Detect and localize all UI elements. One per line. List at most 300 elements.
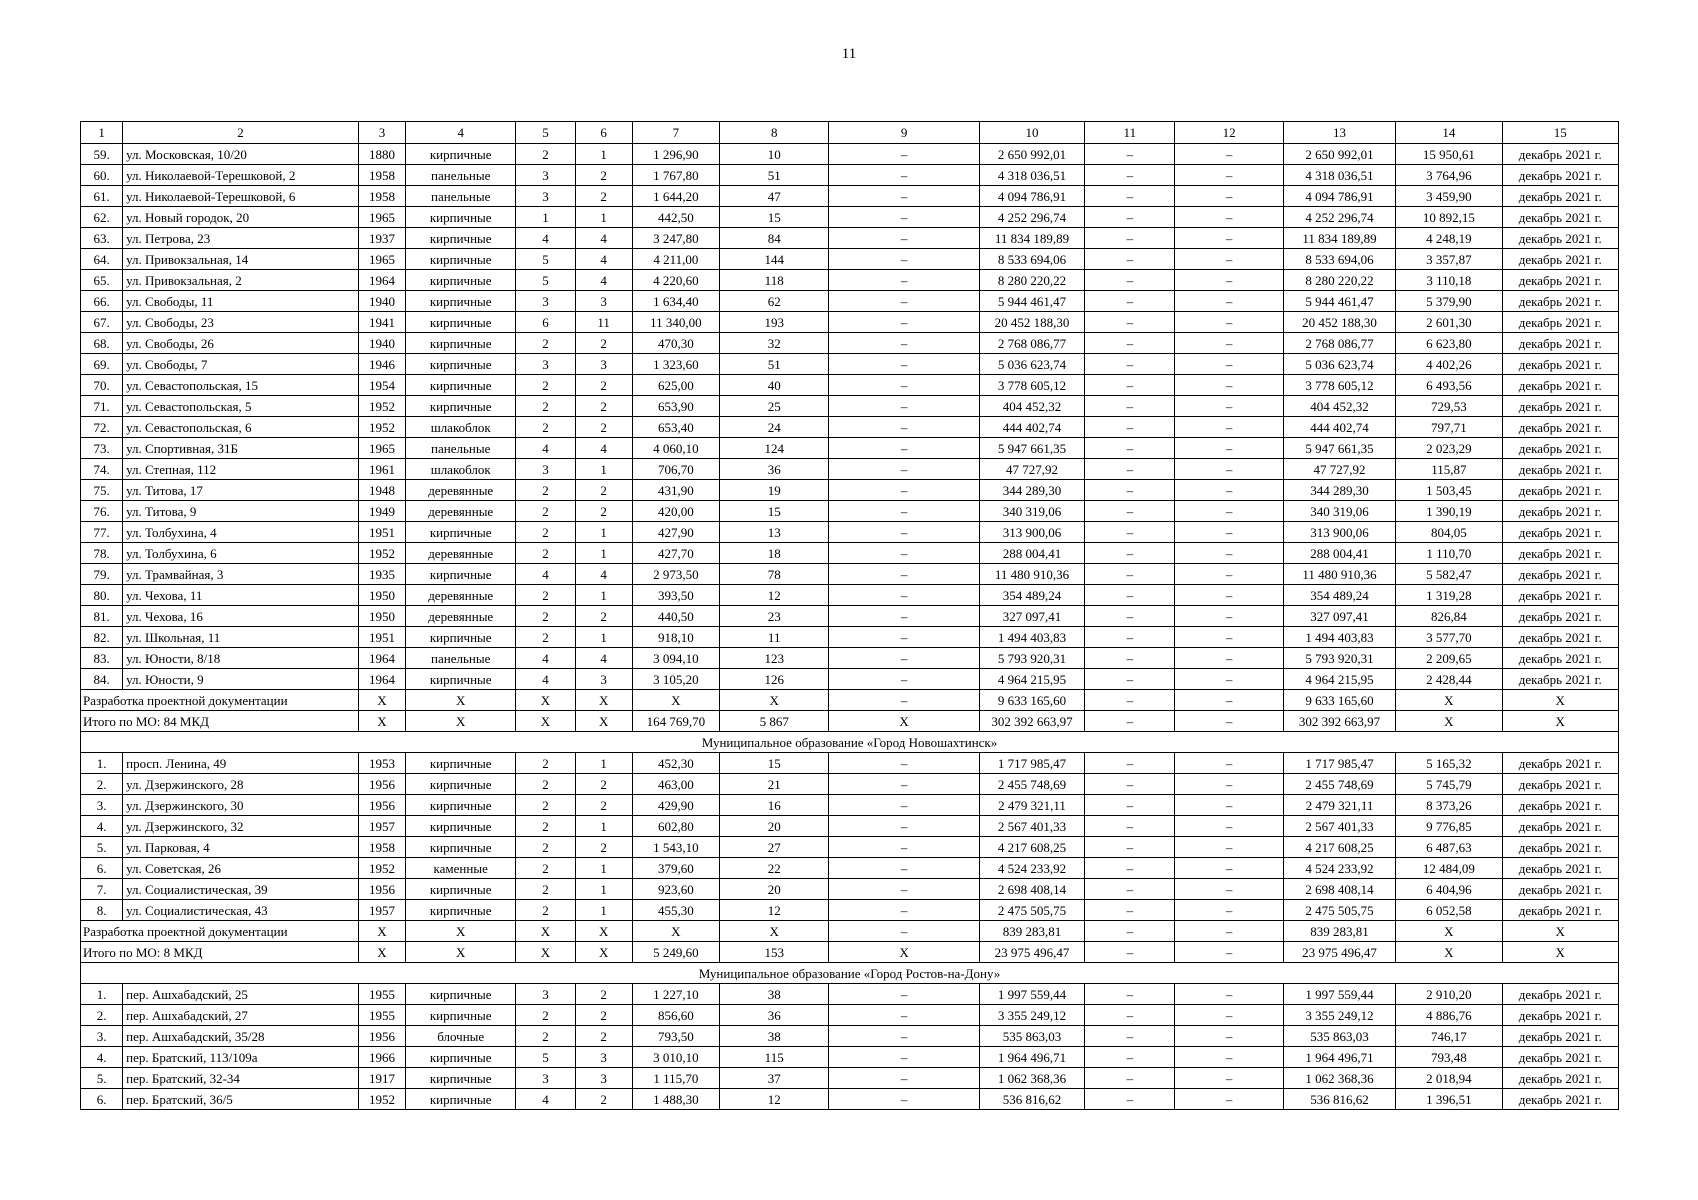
address-cell: ул. Советская, 26	[123, 858, 359, 879]
table-cell: 3 094,10	[632, 648, 719, 669]
table-cell: декабрь 2021 г.	[1502, 774, 1619, 795]
table-cell: 79.	[81, 564, 123, 585]
table-cell: 2 475 505,75	[979, 900, 1084, 921]
table-cell: декабрь 2021 г.	[1502, 354, 1619, 375]
table-cell: 63.	[81, 228, 123, 249]
table-cell: 1966	[358, 1047, 405, 1068]
table-cell: 1 323,60	[632, 354, 719, 375]
table-row	[81, 333, 1619, 354]
table-cell: Х	[406, 690, 516, 711]
table-cell: 340 319,06	[1283, 501, 1395, 522]
table-row	[81, 1005, 1619, 1026]
table-cell: 2	[516, 522, 575, 543]
address-cell: ул. Дзержинского, 30	[123, 795, 359, 816]
table-cell: 1.	[81, 753, 123, 774]
table-row	[81, 585, 1619, 606]
table-cell: 2	[575, 480, 632, 501]
page-number: 11	[841, 46, 857, 62]
table-cell: 440,50	[632, 606, 719, 627]
table-cell: 1 396,51	[1396, 1089, 1502, 1110]
table-cell: 1	[575, 900, 632, 921]
table-cell: –	[829, 375, 979, 396]
table-cell: 1951	[358, 627, 405, 648]
table-cell: декабрь 2021 г.	[1502, 312, 1619, 333]
table-cell: каменные	[406, 858, 516, 879]
address-cell: ул. Николаевой-Терешковой, 6	[123, 186, 359, 207]
table-cell: 1949	[358, 501, 405, 522]
table-cell: кирпичные	[406, 879, 516, 900]
table-cell: –	[1175, 438, 1283, 459]
column-number-header-row	[81, 122, 1619, 144]
table-cell: –	[1175, 228, 1283, 249]
address-cell: ул. Спортивная, 31Б	[123, 438, 359, 459]
table-cell: Х	[1396, 942, 1502, 963]
table-cell: 2	[516, 900, 575, 921]
table-cell: –	[829, 837, 979, 858]
table-cell: кирпичные	[406, 207, 516, 228]
address-cell: ул. Дзержинского, 32	[123, 816, 359, 837]
table-cell: 2 023,29	[1396, 438, 1502, 459]
table-cell: –	[1175, 837, 1283, 858]
table-cell: 6 404,96	[1396, 879, 1502, 900]
table-cell: –	[1175, 312, 1283, 333]
table-cell: 1950	[358, 606, 405, 627]
table-cell: 3	[575, 1047, 632, 1068]
table-cell: 302 392 663,97	[1283, 711, 1395, 732]
table-cell: –	[829, 669, 979, 690]
address-cell: ул. Николаевой-Терешковой, 2	[123, 165, 359, 186]
table-cell: 1965	[358, 438, 405, 459]
table-cell: –	[1175, 900, 1283, 921]
table-row	[81, 837, 1619, 858]
table-cell: 5 947 661,35	[1283, 438, 1395, 459]
table-cell: –	[829, 1089, 979, 1110]
table-cell: –	[1085, 543, 1175, 564]
table-cell: кирпичные	[406, 627, 516, 648]
table-cell: 1 964 496,71	[1283, 1047, 1395, 1068]
table-cell: кирпичные	[406, 1005, 516, 1026]
address-cell: ул. Юности, 9	[123, 669, 359, 690]
table-cell: –	[829, 1026, 979, 1047]
table-cell: –	[1085, 165, 1175, 186]
table-cell: 1 503,45	[1396, 480, 1502, 501]
table-cell: 4.	[81, 1047, 123, 1068]
table-cell: –	[829, 354, 979, 375]
table-cell: декабрь 2021 г.	[1502, 396, 1619, 417]
table-cell: –	[1175, 207, 1283, 228]
table-cell: 144	[720, 249, 829, 270]
table-cell: 5 867	[720, 711, 829, 732]
table-cell: 2 650 992,01	[1283, 144, 1395, 165]
table-cell: 1950	[358, 585, 405, 606]
table-cell: –	[829, 480, 979, 501]
table-cell: 1952	[358, 417, 405, 438]
table-cell: кирпичные	[406, 1068, 516, 1089]
table-cell: –	[1175, 270, 1283, 291]
table-cell: 1957	[358, 900, 405, 921]
column-number-cell: 14	[1396, 122, 1502, 144]
table-cell: 6	[516, 312, 575, 333]
table-cell: 1941	[358, 312, 405, 333]
table-row	[81, 984, 1619, 1005]
table-cell: 344 289,30	[979, 480, 1084, 501]
table-cell: 4 252 296,74	[979, 207, 1084, 228]
table-cell: 40	[720, 375, 829, 396]
table-cell: 4 211,00	[632, 249, 719, 270]
table-cell: 1	[575, 753, 632, 774]
address-cell: ул. Школьная, 11	[123, 627, 359, 648]
table-cell: декабрь 2021 г.	[1502, 837, 1619, 858]
table-cell: 3 577,70	[1396, 627, 1502, 648]
table-cell: 427,70	[632, 543, 719, 564]
table-cell: 21	[720, 774, 829, 795]
table-cell: –	[829, 312, 979, 333]
table-cell: 2	[575, 165, 632, 186]
table-cell: 61.	[81, 186, 123, 207]
table-cell: 3	[516, 984, 575, 1005]
table-cell: 153	[720, 942, 829, 963]
table-cell: декабрь 2021 г.	[1502, 165, 1619, 186]
table-row	[81, 627, 1619, 648]
table-cell: декабрь 2021 г.	[1502, 375, 1619, 396]
address-cell: просп. Ленина, 49	[123, 753, 359, 774]
column-number-cell: 4	[406, 122, 516, 144]
table-cell: 1952	[358, 1089, 405, 1110]
table-cell: –	[1175, 564, 1283, 585]
table-cell: 60.	[81, 165, 123, 186]
address-cell: ул. Степная, 112	[123, 459, 359, 480]
table-cell: 2 567 401,33	[1283, 816, 1395, 837]
table-cell: 2 209,65	[1396, 648, 1502, 669]
table-cell: 23	[720, 606, 829, 627]
table-cell: –	[829, 816, 979, 837]
table-cell: 1917	[358, 1068, 405, 1089]
table-cell: шлакоблок	[406, 417, 516, 438]
table-cell: –	[1175, 396, 1283, 417]
table-cell: –	[1085, 795, 1175, 816]
table-cell: 4 964 215,95	[979, 669, 1084, 690]
table-cell: 5	[516, 1047, 575, 1068]
table-cell: 5 944 461,47	[1283, 291, 1395, 312]
table-cell: 1952	[358, 858, 405, 879]
table-row	[81, 417, 1619, 438]
table-cell: декабрь 2021 г.	[1502, 984, 1619, 1005]
table-cell: –	[1085, 333, 1175, 354]
table-cell: 3	[575, 1068, 632, 1089]
table-cell: –	[1085, 270, 1175, 291]
table-cell: 3 778 605,12	[1283, 375, 1395, 396]
table-cell: 6.	[81, 858, 123, 879]
table-cell: 2 650 992,01	[979, 144, 1084, 165]
column-number-cell: 8	[720, 122, 829, 144]
table-cell: 4	[575, 228, 632, 249]
table-cell: 27	[720, 837, 829, 858]
table-cell: шлакоблок	[406, 459, 516, 480]
table-cell: 9 776,85	[1396, 816, 1502, 837]
address-cell: пер. Братский, 32-34	[123, 1068, 359, 1089]
table-cell: 8.	[81, 900, 123, 921]
table-row	[81, 522, 1619, 543]
table-cell: 4 318 036,51	[979, 165, 1084, 186]
table-cell: Х	[406, 921, 516, 942]
table-cell: –	[1175, 984, 1283, 1005]
table-cell: –	[829, 165, 979, 186]
table-row	[81, 501, 1619, 522]
table-row	[81, 144, 1619, 165]
table-cell: 3.	[81, 795, 123, 816]
table-cell: 288 004,41	[979, 543, 1084, 564]
column-number-cell: 5	[516, 122, 575, 144]
table-cell: –	[829, 921, 979, 942]
table-cell: 6 623,80	[1396, 333, 1502, 354]
table-cell: 15	[720, 207, 829, 228]
table-cell: кирпичные	[406, 795, 516, 816]
table-cell: 47	[720, 186, 829, 207]
table-cell: 1 390,19	[1396, 501, 1502, 522]
table-cell: 64.	[81, 249, 123, 270]
column-number-cell: 6	[575, 122, 632, 144]
table-cell: 80.	[81, 585, 123, 606]
table-cell: 5 745,79	[1396, 774, 1502, 795]
table-cell: 288 004,41	[1283, 543, 1395, 564]
table-cell: 5.	[81, 837, 123, 858]
table-cell: 4 217 608,25	[979, 837, 1084, 858]
table-cell: Х	[575, 942, 632, 963]
table-cell: 8 533 694,06	[1283, 249, 1395, 270]
table-cell: 4	[516, 648, 575, 669]
table-cell: 3	[516, 291, 575, 312]
table-cell: 12	[720, 585, 829, 606]
table-cell: Х	[575, 711, 632, 732]
table-cell: 804,05	[1396, 522, 1502, 543]
table-body	[81, 122, 1619, 1110]
column-number-cell: 13	[1283, 122, 1395, 144]
table-cell: кирпичные	[406, 354, 516, 375]
table-cell: 1	[575, 858, 632, 879]
address-cell: ул. Толбухина, 6	[123, 543, 359, 564]
table-cell: 76.	[81, 501, 123, 522]
table-cell: 6 493,56	[1396, 375, 1502, 396]
table-cell: 1935	[358, 564, 405, 585]
table-cell: 2 018,94	[1396, 1068, 1502, 1089]
table-cell: –	[1175, 1068, 1283, 1089]
table-cell: 2	[516, 606, 575, 627]
table-cell: 1.	[81, 984, 123, 1005]
summary-label: Итого по МО: 84 МКД	[81, 711, 359, 732]
table-cell: 3	[575, 354, 632, 375]
table-cell: 2	[575, 606, 632, 627]
table-cell: Х	[358, 711, 405, 732]
table-cell: 71.	[81, 396, 123, 417]
table-cell: 38	[720, 1026, 829, 1047]
table-cell: кирпичные	[406, 564, 516, 585]
table-cell: –	[1085, 837, 1175, 858]
table-row	[81, 228, 1619, 249]
table-cell: 1 717 985,47	[1283, 753, 1395, 774]
table-cell: 126	[720, 669, 829, 690]
table-cell: 1	[575, 522, 632, 543]
table-cell: –	[1085, 711, 1175, 732]
table-cell: –	[1085, 606, 1175, 627]
table-cell: 20 452 188,30	[979, 312, 1084, 333]
table-cell: 3 764,96	[1396, 165, 1502, 186]
table-cell: 1940	[358, 291, 405, 312]
table-cell: 2	[575, 837, 632, 858]
table-cell: 4 094 786,91	[979, 186, 1084, 207]
table-cell: 2 455 748,69	[1283, 774, 1395, 795]
table-cell: 1964	[358, 270, 405, 291]
table-cell: 5 379,90	[1396, 291, 1502, 312]
address-cell: ул. Свободы, 23	[123, 312, 359, 333]
table-cell: 24	[720, 417, 829, 438]
table-cell: –	[1175, 690, 1283, 711]
column-number-cell: 3	[358, 122, 405, 144]
table-cell: 78.	[81, 543, 123, 564]
table-cell: 70.	[81, 375, 123, 396]
table-cell: 3	[516, 186, 575, 207]
table-cell: 1 062 368,36	[1283, 1068, 1395, 1089]
table-cell: –	[1175, 543, 1283, 564]
table-cell: 13	[720, 522, 829, 543]
table-cell: 4	[575, 438, 632, 459]
table-cell: 5 793 920,31	[979, 648, 1084, 669]
table-cell: –	[829, 753, 979, 774]
address-cell: ул. Толбухина, 4	[123, 522, 359, 543]
table-cell: –	[1085, 186, 1175, 207]
table-cell: кирпичные	[406, 291, 516, 312]
table-row	[81, 669, 1619, 690]
table-cell: –	[1085, 858, 1175, 879]
table-cell: 4 886,76	[1396, 1005, 1502, 1026]
table-cell: 2	[575, 1089, 632, 1110]
table-cell: 2	[575, 186, 632, 207]
table-cell: панельные	[406, 438, 516, 459]
table-cell: деревянные	[406, 480, 516, 501]
table-cell: 1 634,40	[632, 291, 719, 312]
table-cell: 327 097,41	[979, 606, 1084, 627]
table-cell: –	[829, 606, 979, 627]
table-cell: 327 097,41	[1283, 606, 1395, 627]
table-cell: 4 094 786,91	[1283, 186, 1395, 207]
table-cell: 11	[720, 627, 829, 648]
table-cell: декабрь 2021 г.	[1502, 186, 1619, 207]
table-cell: 47 727,92	[1283, 459, 1395, 480]
table-cell: –	[1085, 648, 1175, 669]
table-cell: 302 392 663,97	[979, 711, 1084, 732]
table-cell: –	[829, 648, 979, 669]
table-cell: кирпичные	[406, 669, 516, 690]
address-cell: ул. Парковая, 4	[123, 837, 359, 858]
table-cell: –	[1175, 753, 1283, 774]
table-cell: –	[1085, 312, 1175, 333]
table-row	[81, 753, 1619, 774]
table-cell: –	[1175, 1026, 1283, 1047]
table-cell: –	[1175, 1005, 1283, 1026]
table-cell: 4 524 233,92	[1283, 858, 1395, 879]
table-cell: 118	[720, 270, 829, 291]
table-cell: 1 062 368,36	[979, 1068, 1084, 1089]
table-cell: 3 110,18	[1396, 270, 1502, 291]
table-cell: 22	[720, 858, 829, 879]
table-cell: 8 373,26	[1396, 795, 1502, 816]
table-cell: 2 973,50	[632, 564, 719, 585]
table-cell: 3	[575, 291, 632, 312]
table-cell: кирпичные	[406, 228, 516, 249]
table-cell: Х	[1502, 711, 1619, 732]
table-cell: 12	[720, 900, 829, 921]
table-cell: 2	[516, 375, 575, 396]
column-number-cell: 7	[632, 122, 719, 144]
address-cell: ул. Московская, 10/20	[123, 144, 359, 165]
table-cell: 115	[720, 1047, 829, 1068]
table-cell: 2	[575, 375, 632, 396]
table-cell: кирпичные	[406, 753, 516, 774]
table-cell: деревянные	[406, 585, 516, 606]
table-cell: 7.	[81, 879, 123, 900]
table-cell: декабрь 2021 г.	[1502, 543, 1619, 564]
table-cell: Х	[516, 942, 575, 963]
table-cell: 839 283,81	[1283, 921, 1395, 942]
table-cell: Х	[1396, 711, 1502, 732]
table-cell: 2	[575, 1026, 632, 1047]
table-cell: кирпичные	[406, 270, 516, 291]
table-cell: –	[1175, 711, 1283, 732]
table-cell: 3 357,87	[1396, 249, 1502, 270]
table-cell: –	[1085, 291, 1175, 312]
table-cell: декабрь 2021 г.	[1502, 879, 1619, 900]
table-cell: 379,60	[632, 858, 719, 879]
address-cell: ул. Чехова, 16	[123, 606, 359, 627]
table-cell: 470,30	[632, 333, 719, 354]
table-cell: 5	[516, 249, 575, 270]
design-documentation-row	[81, 921, 1619, 942]
table-cell: 2	[516, 543, 575, 564]
table-cell: –	[829, 207, 979, 228]
table-cell: кирпичные	[406, 249, 516, 270]
municipality-title: Муниципальное образование «Город Новошахтинск»	[81, 732, 1619, 753]
address-cell: ул. Юности, 8/18	[123, 648, 359, 669]
table-cell: 193	[720, 312, 829, 333]
table-cell: 32	[720, 333, 829, 354]
table-cell: Х	[575, 690, 632, 711]
table-cell: –	[1085, 984, 1175, 1005]
table-cell: –	[1085, 417, 1175, 438]
table-cell: декабрь 2021 г.	[1502, 564, 1619, 585]
table-cell: 420,00	[632, 501, 719, 522]
table-cell: –	[1085, 480, 1175, 501]
table-cell: декабрь 2021 г.	[1502, 648, 1619, 669]
table-cell: 23 975 496,47	[1283, 942, 1395, 963]
table-cell: Х	[516, 711, 575, 732]
table-cell: 1	[575, 816, 632, 837]
table-row	[81, 648, 1619, 669]
table-cell: 1	[575, 144, 632, 165]
table-cell: Х	[516, 921, 575, 942]
table-row	[81, 291, 1619, 312]
table-cell: 36	[720, 1005, 829, 1026]
table-cell: –	[1175, 144, 1283, 165]
table-cell: –	[829, 249, 979, 270]
table-cell: –	[829, 900, 979, 921]
address-cell: ул. Севастопольская, 15	[123, 375, 359, 396]
table-cell: 1 997 559,44	[979, 984, 1084, 1005]
address-cell: ул. Социалистическая, 43	[123, 900, 359, 921]
table-cell: 1 997 559,44	[1283, 984, 1395, 1005]
table-cell: 37	[720, 1068, 829, 1089]
table-cell: Х	[358, 690, 405, 711]
table-cell: –	[1085, 753, 1175, 774]
table-cell: 2	[516, 774, 575, 795]
